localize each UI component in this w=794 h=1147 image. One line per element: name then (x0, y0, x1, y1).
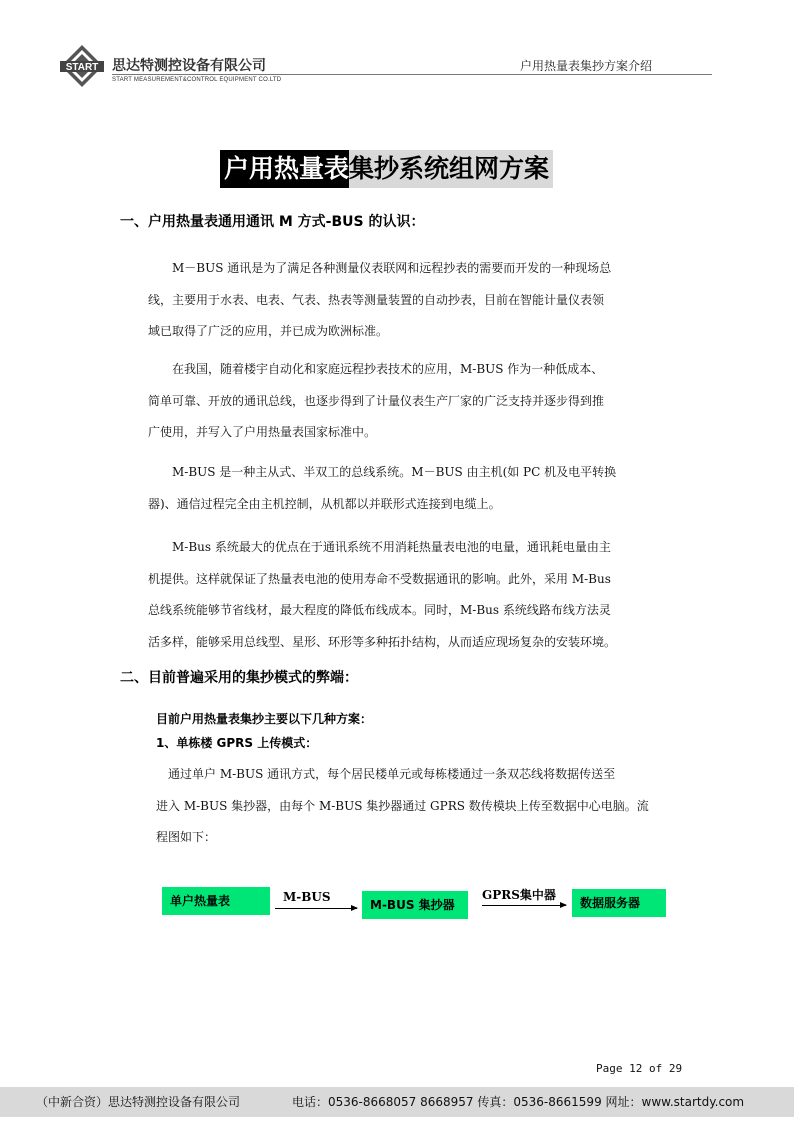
text-line: 总线系统能够节省线材，最大程度的降低布线成本。同时，M-Bus 系统线路布线方法灵 (148, 603, 611, 617)
text-line: 活多样，能够采用总线型、星形、环形等多种拓扑结构，从而适应现场复杂的安装环境。 (148, 634, 617, 649)
page-footer (0, 1087, 794, 1117)
flow-arrow-2 (482, 905, 566, 906)
flow-arrow-1 (275, 908, 357, 909)
flow-node-data-server: 数据服务器 (572, 889, 666, 917)
text-line: 域已取得了广泛的应用，并已成为欧洲标准。 (148, 324, 389, 338)
section1-paragraph-4 (148, 532, 668, 658)
section1-paragraph-1 (148, 253, 668, 348)
section2-intro: 目前户用热量表集抄主要以下几种方案： (156, 712, 373, 726)
section1-paragraph-2 (148, 354, 668, 449)
text-line: 简单可靠、开放的通讯总线，也逐步得到了计量仪表生产厂家的广泛支持并逐步得到推 (148, 393, 605, 408)
mode1-description (156, 759, 676, 854)
company-name-cn: 思达特测控设备有限公司 (112, 58, 266, 74)
flow-arrow-label-mbus: M-BUS (283, 890, 331, 904)
flow-node-heat-meter: 单户热量表 (162, 887, 270, 915)
text-line: 程图如下： (156, 830, 217, 844)
text-line: 线，主要用于水表、电表、气表、热表等测量装置的自动抄表，目前在智能计量仪表领 (148, 292, 605, 307)
section1-paragraph-3 (148, 457, 668, 520)
logo-text: START (65, 62, 99, 73)
page-number: Page 12 of 29 (596, 1062, 683, 1075)
flow-arrow-label-gprs: GPRS集中器 (482, 888, 556, 902)
section1-heading: 一、户用热量表通用通讯 M 方式-BUS 的认识： (120, 214, 425, 230)
footer-contact: 电话：0536-8668057 8668957 传真：0536-8661599 网址：www.startdy.com (292, 1095, 745, 1109)
title-part-2: 集抄系统组网方案 (349, 150, 553, 188)
flow-node-mbus-collector: M-BUS 集抄器 (362, 891, 468, 919)
text-line: 广使用，并写入了户用热量表国家标准中。 (148, 425, 377, 439)
mode1-title: 1、单栋楼 GPRS 上传模式： (156, 736, 318, 750)
text-line: 在我国，随着楼宇自动化和家庭远程抄表技术的应用，M-BUS 作为一种低成本、 (172, 362, 604, 376)
company-name-en: START MEASUREMENT&CONTROL EQUIPMENT CO.LTD (112, 77, 282, 83)
text-line: 器)、通信过程完全由主机控制，从机都以并联形式连接到电缆上。 (148, 496, 501, 511)
text-line: M-Bus 系统最大的优点在于通讯系统不用消耗热量表电池的电量，通讯耗电量由主 (172, 540, 611, 554)
text-line: 进入 M-BUS 集抄器，由每个 M-BUS 集抄器通过 GPRS 数传模块上传至数据中心电脑。流 (156, 798, 649, 813)
footer-company: （中新合资）思达特测控设备有限公司 (36, 1095, 241, 1109)
text-line: M-BUS 是一种主从式、半双工的总线系统。M－BUS 由主机(如 PC 机及电平转换 (172, 465, 617, 479)
section2-heading: 二、目前普遍采用的集抄模式的弊端： (120, 670, 358, 686)
page-title (220, 150, 553, 188)
title-part-1: 户用热量表 (220, 150, 349, 188)
text-line: 通过单户 M-BUS 通讯方式，每个居民楼单元或每栋楼通过一条双芯线将数据传送至 (168, 767, 616, 781)
text-line: 机提供。这样就保证了热量表电池的使用寿命不受数据通讯的影响。此外，采用 M-Bus (148, 571, 611, 586)
header-rule (112, 74, 712, 75)
text-line: M－BUS 通讯是为了满足各种测量仪表联网和远程抄表的需要而开发的一种现场总 (172, 261, 612, 275)
company-logo (60, 44, 104, 88)
header-doc-title: 户用热量表集抄方案介绍 (520, 59, 653, 73)
